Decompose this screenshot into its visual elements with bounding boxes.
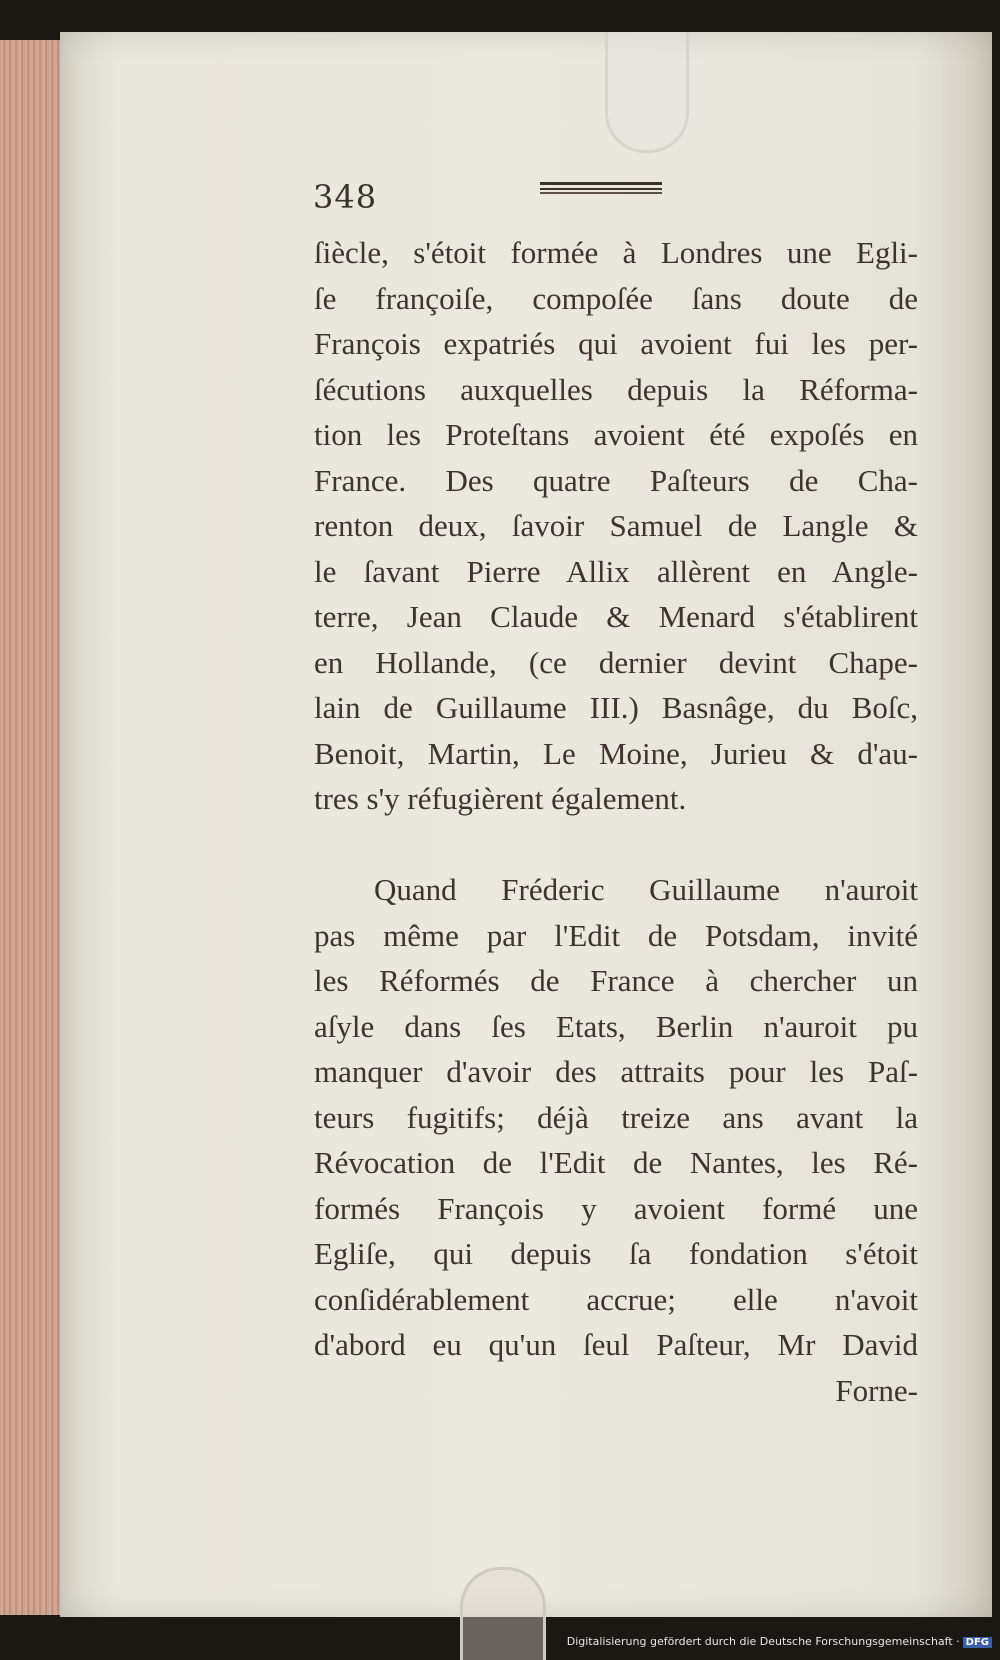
text-line: conſidérablement accrue; elle n'avoit xyxy=(314,1281,918,1317)
text-line: ſiècle, s'étoit formée à Londres une Egli- xyxy=(314,235,918,270)
page-number: 348 xyxy=(313,178,378,216)
text-line: tion les Proteſtans avoient été expoſés en xyxy=(314,417,918,452)
header-rule-ornament xyxy=(540,182,662,196)
book-page-edges xyxy=(0,40,64,1615)
text-line: Révocation de l'Edit de Nantes, les Ré- xyxy=(314,1145,918,1180)
dfg-logo: DFG xyxy=(963,1637,992,1648)
text-line: Egliſe, qui depuis ſa fondation s'étoit xyxy=(314,1236,918,1271)
catchword: Forne- xyxy=(835,1372,918,1408)
paragraph-1 xyxy=(314,230,918,822)
text-line: ſe françoiſe, compoſée ſans doute de xyxy=(314,280,918,316)
page-clip-top xyxy=(605,32,689,153)
text-line: aſyle dans ſes Etats, Berlin n'auroit pu xyxy=(314,1008,918,1044)
text-line: formés François y avoient formé une xyxy=(314,1190,918,1226)
page-clip-bottom xyxy=(460,1567,546,1660)
text-line: France. Des quatre Paſteurs de Cha- xyxy=(314,462,918,498)
text-line: lain de Guillaume III.) Basnâge, du Boſc, xyxy=(314,690,918,725)
text-line: pas même par l'Edit de Potsdam, invité xyxy=(314,917,918,953)
text-line: François expatriés qui avoient fui les per- xyxy=(314,326,918,361)
text-line: renton deux, ſavoir Samuel de Langle & xyxy=(314,508,918,543)
digitization-footer xyxy=(567,1635,992,1648)
footer-text: Digitalisierung gefördert durch die Deutsche Forschungsgemeinschaft · xyxy=(566,1635,960,1648)
text-line: d'abord eu qu'un ſeul Paſteur, Mr David xyxy=(314,1327,918,1362)
text-line: le ſavant Pierre Allix allèrent en Angle- xyxy=(314,553,918,589)
text-line: en Hollande, (ce dernier devint Chape- xyxy=(314,644,918,680)
text-line: ſécutions auxquelles depuis la Réforma- xyxy=(314,371,918,407)
text-line: tres s'y réfugièrent également. xyxy=(314,781,687,816)
text-line: les Réformés de France à chercher un xyxy=(314,963,918,998)
text-line: Quand Fréderic Guillaume n'auroit xyxy=(374,872,918,907)
paragraph-2 xyxy=(314,867,918,1413)
text-line: teurs fugitifs; déjà treize ans avant la xyxy=(314,1099,918,1135)
text-line: terre, Jean Claude & Menard s'établirent xyxy=(314,599,918,634)
text-line: manquer d'avoir des attraits pour les Paſ- xyxy=(314,1054,918,1089)
text-line: Benoit, Martin, Le Moine, Jurieu & d'au- xyxy=(314,735,918,771)
